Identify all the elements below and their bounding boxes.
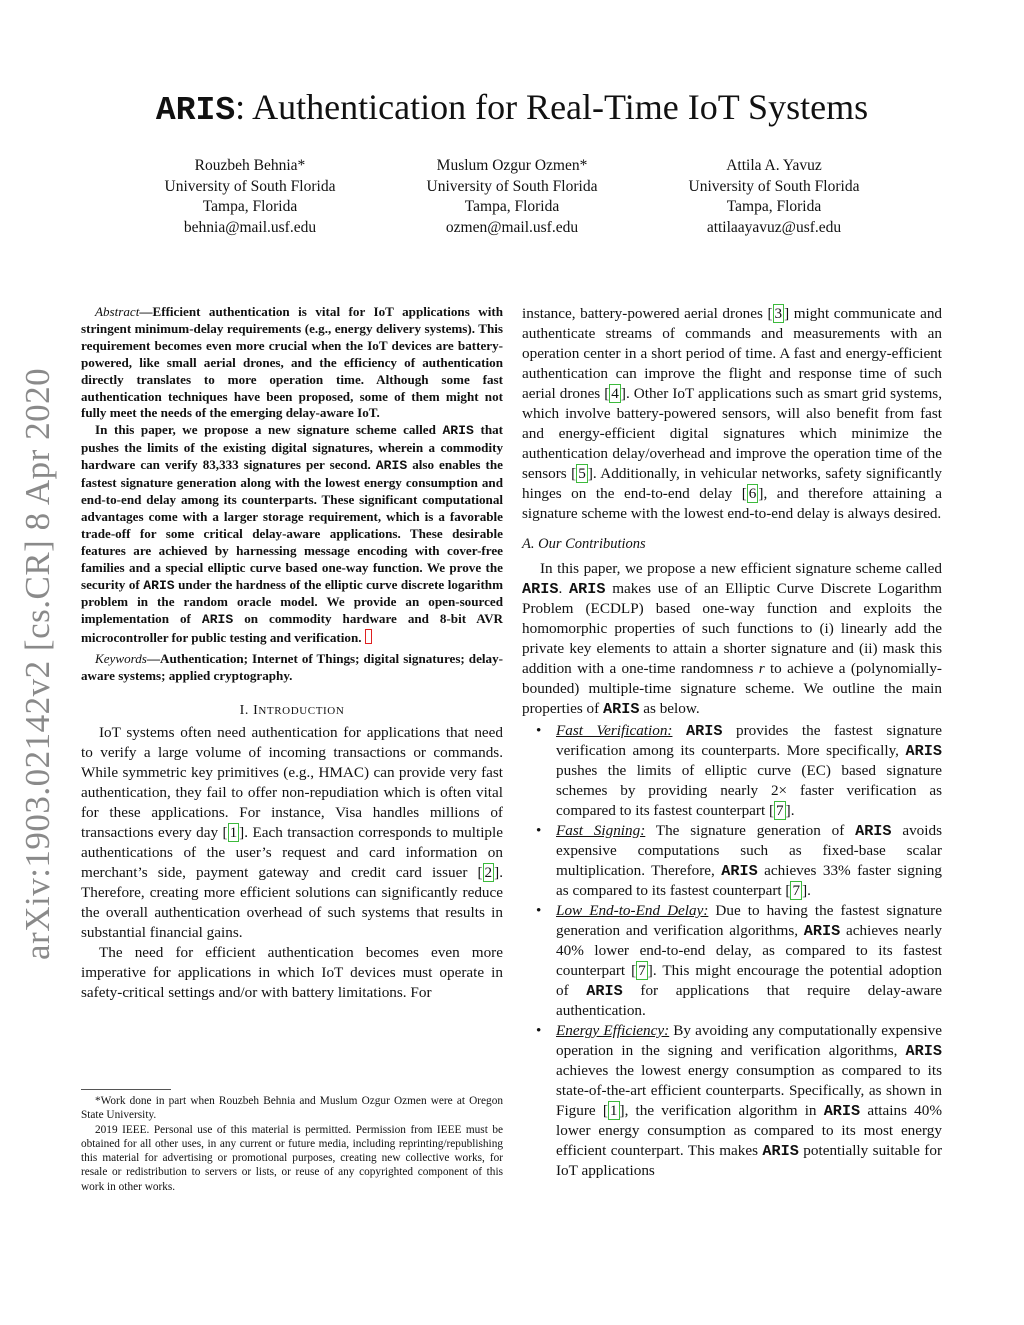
author-location: Tampa, Florida	[202, 198, 298, 215]
contributions-list	[522, 721, 942, 1181]
list-item: • Fast Signing: The signature generation of ARIS avoids expensive computations such as fixed-base scalar multiplication. Therefore, ARIS achieves 33% faster signing as compared to its fastest counterpart [ 7 ].	[556, 821, 942, 901]
abstract-paragraph: In this paper, we propose a new signature scheme called ARIS that pushes the limits of the existing digital signatures, wherein a commodity hardware can verify 83,333 signatures per second. ARIS also enables the fastest signature generation along with the lowest energy consumption and end-to-end delay among its counterparts. These significant computational advantages come with a larger storage requirement, which is a favorable trade-off for some critical delay-aware applications. These desirable features are achieved by harnessing message encoding with cover-free families and a special elliptic curve based one-way function. We prove the security of ARIS under the hardness of the elliptic curve discrete logarithm problem in the random oracle model. We provide an open-sourced implementation of ARIS on commodity hardware and 8-bit AVR microcontroller for public testing and verification.	[81, 422, 504, 646]
citation-link[interactable]: 4	[611, 385, 619, 402]
citation-link[interactable]: 5	[578, 465, 586, 482]
author-email[interactable]: attilaayavuz@usf.edu	[706, 218, 842, 236]
citation-link[interactable]: 3	[774, 305, 783, 322]
author-affiliation: University of South Florida	[426, 177, 598, 195]
right-column	[522, 304, 942, 1181]
author-email[interactable]: behnia@mail.usf.edu	[183, 218, 317, 236]
arxiv-identifier: arXiv:1903.02142v2 [cs.CR] 8 Apr 2020	[18, 367, 57, 960]
title-text: : Authentication for Real-Time IoT Systems	[235, 87, 869, 127]
citation-link[interactable]: 6	[748, 485, 757, 502]
intro-paragraph-3: instance, battery-powered aerial drones [ 3 ] might communicate and authenticate streams of commands and measurements with an operation center in a short period of time. A fast and energy-efficient authentication can improve the flight and response time of such aerial drones [ 4 ]. Other IoT applications such as smart grid systems, which involve battery-powered sensors, will also benefit from fast and energy-efficient digital signatures which minimize the authentication delay/overhead and improve the operation time of the sensors [ 5 ]. Additionally, in vehicular networks, safety significantly hinges on the end-to-end delay [ 6 ], and therefore attaining a signature scheme with the lowest end-to-end delay is always desired.	[522, 305, 943, 522]
author-name: Attila A. Yavuz	[726, 157, 822, 174]
subsection-heading-contributions: A. Our Contributions	[522, 536, 646, 552]
list-item: • Energy Efficiency: By avoiding any computationally expensive operation in the signing and verification algorithms, ARIS achieves the lowest energy consumption as compared to its state-of-the-art efficient counterparts. Specifically, as shown in Figure [ 1 ], the verification algorithm in ARIS attains 40% lower energy consumption as compared to its most energy efficient counterpart. This makes ARIS potentially suitable for IoT applications	[556, 1021, 942, 1181]
author-location: Tampa, Florida	[464, 198, 560, 215]
intro-paragraph-1: IoT systems often need authentication for applications that need to verify a large volume of incoming transactions or commands. While symmetric key primitives (e.g., HMAC) can provide very fast authentication, they fail to offer non-repudiation which is often vital for these applications. For instance, Visa handles millions of transactions every day [ 1 ]. Each transaction corresponds to multiple authentications of the user’s request and card information on merchant’s side, payment gateway and credit card issuer [ 2 ]. Therefore, creating more efficient solutions can significantly reduce the overall authentication overhead of such systems that results in substantial financial gains.	[81, 723, 503, 941]
citation-link[interactable]: 2	[484, 863, 493, 881]
contributions-paragraph: In this paper, we propose a new efficient signature scheme called ARIS. ARIS makes use of an Elliptic Curve Discrete Logarithm Problem (ECDLP) based one-way function and exploits the homomorphic properties of such functions to (i) linearly add the private key elements to attain a shorter signature and (ii) mask this addition with a one-time randomness r to achieve a (polynomially-bounded) multiple-time signature scheme. We outline the main properties of ARIS as below.	[522, 560, 942, 718]
author-name: Rouzbeh Behnia*	[194, 157, 306, 174]
list-item: • Low End-to-End Delay: Due to having the fastest signature generation and verification algorithms, ARIS achieves nearly 40% lower end-to-end delay, as compared to its fastest counterpart [ 7 ]. This might encourage the potential adoption of ARIS for applications that require delay-aware authentication.	[556, 901, 942, 1021]
list-item: • Fast Verification: ARIS provides the fastest signature verification among its counterparts. More specifically, ARIS pushes the limits of elliptic curve (EC) based signature schemes by providing nearly 2× faster verification as compared to its fastest counterpart [ 7 ].	[556, 721, 942, 821]
author-location: Tampa, Florida	[726, 198, 822, 215]
paper-title	[0, 86, 1024, 132]
author-email[interactable]: ozmen@mail.usf.edu	[445, 218, 579, 236]
author-block-3	[644, 156, 904, 238]
citation-link[interactable]: 7	[638, 962, 646, 979]
footnote-copyright: 2019 IEEE. Personal use of this material is permitted. Permission from IEEE must be obtained for all other uses, in any current or future media, including reprinting/republishing this material for advertising or promotional purposes, creating new collective works, for resale or redistribution to servers or lists, or reuse of any copyrighted component of this work in other works.	[81, 1123, 503, 1193]
abstract-label: Abstract	[95, 304, 140, 319]
footnote-work: *Work done in part when Rouzbeh Behnia and Muslum Ozgur Ozmen were at Oregon State University.	[81, 1095, 503, 1122]
author-name: Muslum Ozgur Ozmen*	[436, 157, 588, 174]
section-heading-introduction: I. INTRODUCTION	[239, 702, 345, 718]
author-affiliation: University of South Florida	[164, 177, 336, 195]
footnote-rule	[81, 1089, 171, 1090]
author-affiliation: University of South Florida	[688, 177, 860, 195]
citation-link[interactable]: 7	[792, 882, 801, 899]
figure-link[interactable]: 1	[609, 1102, 618, 1119]
author-block-2	[382, 156, 642, 238]
left-column	[81, 304, 503, 1003]
abstract-paragraph	[81, 304, 503, 422]
title-scheme-name: ARIS	[155, 92, 236, 129]
citation-link[interactable]: 7	[776, 802, 784, 819]
link-box[interactable]	[365, 629, 372, 644]
abstract-text: —Efficient authentication is vital for IoT applications with stringent minimum-delay requirements (e.g., energy delivery systems). This requirement becomes even more crucial when the IoT devices are battery-powered, like small aerial drones, and the efficiency of authentication directly translates to more operation time. Although some fast authentication techniques have been proposed, some of them might not fully meet the needs of the emerging delay-aware IoT.	[81, 304, 503, 421]
abstract	[81, 304, 503, 647]
intro-paragraph-2: The need for efficient authentication becomes even more imperative for applications in which IoT devices must operate in safety-critical settings and/or with battery limitations. For	[81, 943, 503, 1001]
keywords-label: Keywords	[95, 651, 147, 667]
footnotes	[81, 1094, 503, 1194]
keywords: Keywords—Authentication; Internet of Things; digital signatures; delay-aware systems; applied cryptography.	[81, 651, 503, 684]
citation-link[interactable]: 1	[229, 823, 238, 841]
author-block-1	[120, 156, 380, 238]
